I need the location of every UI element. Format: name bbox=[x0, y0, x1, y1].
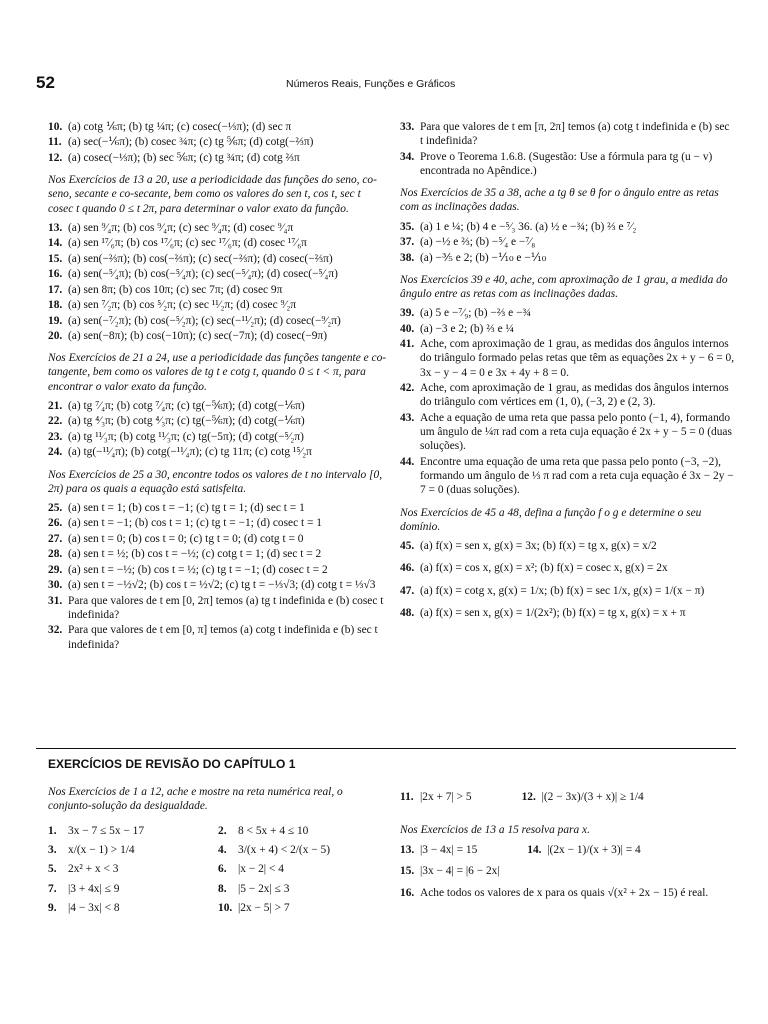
exercise-text: (a) sen t = ½; (b) cos t = −½; (c) cotg t = 1; (d) sec t = 2 bbox=[68, 548, 322, 561]
exercise-number: 30. bbox=[48, 579, 63, 592]
exercise-number: 1. bbox=[48, 824, 57, 837]
exercise-item bbox=[48, 298, 388, 312]
exercise-text: |(2x − 1)/(x + 3)| = 4 bbox=[547, 843, 641, 856]
exercise-list bbox=[400, 220, 735, 265]
exercise-item bbox=[218, 882, 388, 896]
exercise-number: 20. bbox=[48, 329, 63, 342]
exercise-number: 33. bbox=[400, 121, 415, 133]
exercise-text: (a) f(x) = cotg x, g(x) = 1/x; (b) f(x) = sec 1/x, g(x) = 1/(x − π) bbox=[420, 584, 705, 597]
exercise-number: 13. bbox=[48, 221, 63, 234]
section-divider bbox=[36, 748, 736, 749]
exercise-item bbox=[48, 824, 218, 838]
exercise-text: 3x − 7 ≤ 5x − 17 bbox=[68, 824, 145, 837]
exercise-item bbox=[400, 606, 735, 620]
exercise-text: (a) tg ¹¹⁄₃π; (b) cotg ¹¹⁄₃π; (c) tg(−5π); (d) cotg(−⁵⁄₂π) bbox=[68, 430, 304, 443]
exercise-number: 10. bbox=[218, 902, 233, 915]
exercise-number: 11. bbox=[400, 791, 414, 803]
right-column bbox=[400, 120, 735, 621]
exercise-item bbox=[527, 843, 640, 857]
left-column bbox=[48, 120, 388, 653]
exercise-number: 43. bbox=[400, 411, 415, 424]
exercise-text: (a) f(x) = sen x, g(x) = 1/(2x²); (b) f(x) = tg x, g(x) = x + π bbox=[420, 606, 686, 619]
exercise-number: 34. bbox=[400, 150, 415, 163]
review-right-column bbox=[400, 790, 735, 902]
exercise-text: (a) 5 e −⁷⁄₉; (b) −⅔ e −¾ bbox=[420, 307, 532, 320]
exercise-item bbox=[48, 843, 218, 857]
exercise-text: (a) cotg ⅙π; (b) tg ¼π; (c) cosec(−⅓π); (d) sec π bbox=[68, 121, 292, 133]
exercise-text: (a) sen(−8π); (b) cos(−10π); (c) sec(−7π); (d) cosec(−9π) bbox=[68, 329, 328, 342]
exercise-text: |4 − 3x| < 8 bbox=[68, 902, 120, 915]
exercise-text: (a) sen 8π; (b) cos 10π; (c) sec 7π; (d) cosec 9π bbox=[68, 283, 283, 296]
exercise-text: (a) −½ e ⅔; (b) −⁵⁄₄ e −⁷⁄₈ bbox=[420, 236, 536, 249]
exercise-item bbox=[48, 547, 388, 561]
exercise-text: (a) tg ⁷⁄₄π; (b) cotg ⁷⁄₄π; (c) tg(−⅚π); (d) cotg(−⅙π) bbox=[68, 399, 305, 412]
exercise-text: (a) tg ⁴⁄₃π; (b) cotg ⁴⁄₃π; (c) tg(−⅚π); (d) cotg(−⅙π) bbox=[68, 415, 305, 428]
review-left-column bbox=[48, 785, 388, 917]
exercise-text: Ache todos os valores de x para os quais √(x² + 2x − 15) é real. bbox=[420, 887, 709, 900]
exercise-text: (a) 1 e ¼; (b) 4 e −⁵⁄₃ 36. (a) ½ e −¾; (b) ⅔ e ⁷⁄₂ bbox=[420, 220, 637, 233]
review-title: EXERCÍCIOS DE REVISÃO DO CAPÍTULO 1 bbox=[48, 757, 296, 771]
exercise-text: Para que valores de t em [π, 2π] temos (a) cotg t indefinida e (b) sec t indefinida? bbox=[420, 121, 730, 148]
exercise-item bbox=[218, 901, 388, 915]
exercise-number: 14. bbox=[48, 237, 63, 250]
exercise-item bbox=[48, 516, 388, 530]
exercise-number: 3. bbox=[48, 843, 57, 856]
exercise-item bbox=[48, 532, 388, 546]
exercise-list bbox=[400, 120, 735, 178]
exercise-text: x/(x − 1) > 1/4 bbox=[68, 843, 135, 856]
page-header bbox=[36, 73, 736, 98]
exercise-number: 8. bbox=[218, 882, 227, 895]
exercise-text: (a) sen ¹⁷⁄₆π; (b) cos ¹⁷⁄₆π; (c) sec ¹⁷⁄₆π; (d) cosec ¹⁷⁄₆π bbox=[68, 237, 307, 250]
exercise-number: 18. bbox=[48, 299, 63, 312]
exercise-number: 42. bbox=[400, 382, 415, 395]
exercise-item bbox=[400, 381, 735, 410]
exercise-item bbox=[48, 252, 388, 266]
exercise-list bbox=[48, 221, 388, 343]
exercise-item bbox=[400, 790, 472, 804]
exercise-text: (a) sen t = −1; (b) cos t = 1; (c) tg t = −1; (d) cosec t = 1 bbox=[68, 517, 322, 530]
exercise-text: |3 + 4x| ≤ 9 bbox=[68, 882, 120, 895]
section-instructions: Nos Exercícios de 45 a 48, defina a função f o g e determine o seu domínio. bbox=[400, 506, 702, 533]
exercise-text: Para que valores de t em [0, π] temos (a) cotg t indefinida e (b) sec t indefinida? bbox=[68, 624, 378, 651]
exercise-list bbox=[400, 539, 735, 620]
exercise-item bbox=[48, 901, 218, 915]
exercise-item bbox=[48, 563, 388, 577]
exercise-item bbox=[48, 623, 388, 652]
exercise-item bbox=[48, 414, 388, 428]
exercise-list bbox=[400, 306, 735, 497]
exercise-text: Prove o Teorema 1.6.8. (Sugestão: Use a fórmula para tg (u − v) encontrada no Apêndice.) bbox=[420, 150, 713, 177]
exercise-item bbox=[48, 430, 388, 444]
exercise-text: Para que valores de t em [0, 2π] temos (a) tg t indefinida e (b) cosec t indefinida? bbox=[68, 594, 384, 621]
exercise-item bbox=[48, 283, 388, 297]
exercise-number: 9. bbox=[48, 902, 57, 915]
exercise-number: 39. bbox=[400, 307, 415, 320]
exercise-item bbox=[48, 445, 388, 459]
exercise-text: (a) −⅗ e 2; (b) −⅒ e −⅒ bbox=[420, 251, 547, 264]
exercise-item bbox=[48, 267, 388, 281]
exercise-text: (a) sen t = 1; (b) cos t = −1; (c) tg t = 1; (d) sec t = 1 bbox=[68, 502, 305, 514]
section-instructions: Nos Exercícios de 35 a 38, ache a tg θ se θ for o ângulo entre as retas com as inclinações dadas. bbox=[400, 187, 719, 214]
exercise-item bbox=[400, 120, 735, 149]
exercise-item bbox=[48, 862, 218, 876]
exercise-text: |2x − 5| > 7 bbox=[238, 902, 290, 915]
exercise-number: 23. bbox=[48, 430, 63, 443]
exercise-number: 35. bbox=[400, 220, 415, 233]
exercise-item bbox=[48, 882, 218, 896]
exercise-number: 12. bbox=[521, 791, 536, 803]
exercise-text: |x − 2| < 4 bbox=[238, 863, 284, 876]
exercise-item bbox=[400, 220, 735, 234]
exercise-text: (a) sec(−⅙π); (b) cosec ¾π; (c) tg ⅚π; (d) cotg(−⅔π) bbox=[68, 136, 314, 149]
exercise-number: 10. bbox=[48, 121, 63, 133]
exercise-number: 22. bbox=[48, 415, 63, 428]
exercise-text: (a) tg(−¹¹⁄₄π); (b) cotg(−¹¹⁄₄π); (c) tg 11π; (c) cotg ¹⁵⁄₂π bbox=[68, 446, 312, 459]
exercise-item bbox=[218, 862, 388, 876]
exercise-number: 5. bbox=[48, 863, 57, 876]
exercise-item bbox=[400, 886, 735, 900]
exercise-text: Ache, com aproximação de 1 grau, as medidas dos ângulos internos do triângulo formado pelas retas que têm as equações 2x + y − 6 = 0, 3x − y − 4 = 0 e 3x + 4y + 8 = 0. bbox=[420, 338, 735, 379]
exercise-number: 2. bbox=[218, 824, 227, 837]
exercise-text: |(2 − 3x)/(3 + x)| ≥ 1/4 bbox=[541, 791, 644, 803]
exercise-row bbox=[400, 790, 735, 805]
exercise-item bbox=[400, 864, 735, 878]
exercise-item bbox=[48, 501, 388, 515]
exercise-text: (a) sen t = −½; (b) cos t = ½; (c) tg t = −1; (d) cosec t = 2 bbox=[68, 563, 328, 576]
section-instructions: Nos Exercícios de 13 a 20, use a periodicidade das funções do seno, co-seno, secante e co-secante, bem como os valores do sen t, cos t, sec t cosec t quando 0 ≤ t 2π, para determinar o valor exato da função. bbox=[48, 174, 377, 215]
exercise-text: (a) sen ⁹⁄₄π; (b) cos ⁹⁄₄π; (c) sec ⁹⁄₄π; (d) cosec ⁹⁄₄π bbox=[68, 221, 294, 234]
section-instructions: Nos Exercícios de 25 a 30, encontre todos os valores de t no intervalo [0, 2π) para os quais a equação está satisfeita. bbox=[48, 468, 383, 495]
exercise-number: 31. bbox=[48, 594, 63, 607]
exercise-number: 11. bbox=[48, 136, 62, 149]
exercise-row bbox=[400, 843, 735, 858]
exercise-item bbox=[400, 337, 735, 380]
exercise-number: 12. bbox=[48, 151, 63, 164]
section-instructions: Nos Exercícios de 13 a 15 resolva para x. bbox=[400, 824, 590, 837]
exercise-number: 13. bbox=[400, 843, 415, 856]
exercise-text: |2x + 7| > 5 bbox=[420, 791, 472, 803]
exercise-item bbox=[48, 120, 388, 134]
exercise-item bbox=[522, 790, 644, 804]
exercise-item bbox=[400, 843, 477, 857]
exercise-text: 2x² + x < 3 bbox=[68, 863, 119, 876]
exercise-text: (a) sen ⁷⁄₂π; (b) cos ⁵⁄₂π; (c) sec ¹¹⁄₂π; (d) cosec ⁹⁄₂π bbox=[68, 299, 297, 312]
exercise-number: 26. bbox=[48, 517, 63, 530]
section-instructions: Nos Exercícios de 21 a 24, use a periodicidade das funções tangente e co-tangente, bem como os valores de tg t e cotg t, quando 0 ≤ t < π, para encontrar o valor exato da função. bbox=[48, 352, 387, 393]
exercise-list bbox=[48, 120, 388, 165]
exercise-text: (a) f(x) = cos x, g(x) = x²; (b) f(x) = cosec x, g(x) = 2x bbox=[420, 562, 668, 575]
exercise-item bbox=[48, 314, 388, 328]
exercise-text: Encontre uma equação de uma reta que passa pelo ponto (−3, −2), formando um ângulo de ⅓ π rad com a reta cuja equação é 3x − 2y − 7 = 0 (duas soluções). bbox=[420, 455, 734, 497]
exercise-item bbox=[218, 824, 388, 838]
exercise-number: 37. bbox=[400, 236, 415, 249]
exercise-text: |3 − 4x| = 15 bbox=[420, 843, 478, 856]
exercise-number: 41. bbox=[400, 338, 415, 351]
exercise-number: 16. bbox=[48, 268, 63, 281]
exercise-text: 8 < 5x + 4 ≤ 10 bbox=[238, 824, 309, 837]
exercise-number: 47. bbox=[400, 584, 415, 597]
exercise-item bbox=[400, 411, 735, 454]
exercise-item bbox=[400, 235, 735, 249]
exercise-item bbox=[48, 329, 388, 343]
exercise-number: 27. bbox=[48, 532, 63, 545]
exercise-text: (a) sen t = −½√2; (b) cos t = ½√2; (c) tg t = −⅓√3; (d) cotg t = ⅓√3 bbox=[68, 579, 376, 592]
exercise-list bbox=[48, 399, 388, 460]
exercise-text: (a) sen(−⅔π); (b) cos(−⅔π); (c) sec(−⅔π); (d) cosec(−⅔π) bbox=[68, 252, 333, 265]
exercise-number: 16. bbox=[400, 887, 415, 900]
exercise-number: 44. bbox=[400, 455, 415, 468]
exercise-number: 45. bbox=[400, 540, 415, 552]
exercise-text: (a) sen(−⁷⁄₂π); (b) cos(−⁵⁄₂π); (c) sec(−¹¹⁄₂π); (d) cosec(−⁹⁄₂π) bbox=[68, 314, 341, 327]
exercise-number: 25. bbox=[48, 502, 63, 514]
exercise-text: Ache, com aproximação de 1 grau, as medidas dos ângulos internos do triângulo com vértices em (1, 0), (−3, 2) e (2, 3). bbox=[420, 382, 729, 409]
exercise-item bbox=[400, 306, 735, 320]
exercise-number: 38. bbox=[400, 251, 415, 264]
exercise-text: 3/(x + 4) < 2/(x − 5) bbox=[238, 843, 331, 856]
running-title: Números Reais, Funções e Gráficos bbox=[286, 78, 456, 90]
exercise-number: 28. bbox=[48, 548, 63, 561]
exercise-number: 32. bbox=[48, 624, 63, 637]
exercise-text: (a) −3 e 2; (b) ⅔ e ¼ bbox=[420, 322, 515, 335]
exercise-number: 17. bbox=[48, 283, 63, 296]
exercise-list bbox=[48, 501, 388, 652]
exercise-item bbox=[400, 251, 735, 265]
exercise-item bbox=[400, 539, 735, 553]
exercise-item bbox=[400, 455, 735, 498]
exercise-number: 21. bbox=[48, 399, 63, 412]
section-instructions: Nos Exercícios 39 e 40, ache, com aproximação de 1 grau, a medida do ângulo entre as retas com as inclinações dadas. bbox=[400, 273, 728, 301]
exercise-item bbox=[48, 151, 388, 165]
exercise-item bbox=[48, 135, 388, 149]
exercise-number: 29. bbox=[48, 563, 63, 576]
page-number: 52 bbox=[36, 73, 55, 92]
exercise-item bbox=[400, 561, 735, 575]
exercise-number: 46. bbox=[400, 562, 415, 575]
exercise-text: (a) sen(−⁵⁄₄π); (b) cos(−⁵⁄₄π); (c) sec(−⁵⁄₄π); (d) cosec(−⁵⁄₄π) bbox=[68, 268, 338, 281]
exercise-item bbox=[400, 322, 735, 336]
exercise-number: 4. bbox=[218, 843, 227, 856]
exercise-item bbox=[48, 594, 388, 623]
exercise-item bbox=[48, 399, 388, 413]
exercise-number: 24. bbox=[48, 446, 63, 459]
exercise-item bbox=[400, 150, 735, 179]
exercise-text: |5 − 2x| ≤ 3 bbox=[238, 882, 290, 895]
exercise-item bbox=[218, 843, 388, 857]
exercise-number: 15. bbox=[400, 865, 415, 878]
exercise-grid bbox=[48, 824, 388, 917]
exercise-text: (a) sen t = 0; (b) cos t = 0; (c) tg t = 0; (d) cotg t = 0 bbox=[68, 532, 304, 545]
exercise-number: 14. bbox=[527, 843, 542, 856]
exercise-number: 7. bbox=[48, 882, 57, 895]
exercise-number: 6. bbox=[218, 863, 227, 876]
section-instructions: Nos Exercícios de 1 a 12, ache e mostre na reta numérica real, o conjunto-solução da desigualdade. bbox=[48, 786, 343, 813]
exercise-number: 48. bbox=[400, 606, 415, 619]
exercise-item bbox=[400, 584, 735, 598]
exercise-number: 19. bbox=[48, 314, 63, 327]
exercise-number: 40. bbox=[400, 322, 415, 335]
exercise-item bbox=[48, 236, 388, 250]
exercise-item bbox=[48, 578, 388, 592]
exercise-number: 15. bbox=[48, 252, 63, 265]
exercise-item bbox=[48, 221, 388, 235]
exercise-text: (a) cosec(−⅓π); (b) sec ⅚π; (c) tg ¾π; (d) cotg ⅔π bbox=[68, 151, 300, 164]
exercise-text: |3x − 4| = |6 − 2x| bbox=[420, 865, 500, 878]
exercise-text: Ache a equação de uma reta que passa pelo ponto (−1, 4), formando um ângulo de ¼π rad com a reta cuja equação é 2x + y − 5 = 0 (duas soluções). bbox=[420, 411, 732, 453]
exercise-text: (a) f(x) = sen x, g(x) = 3x; (b) f(x) = tg x, g(x) = x/2 bbox=[420, 540, 657, 552]
